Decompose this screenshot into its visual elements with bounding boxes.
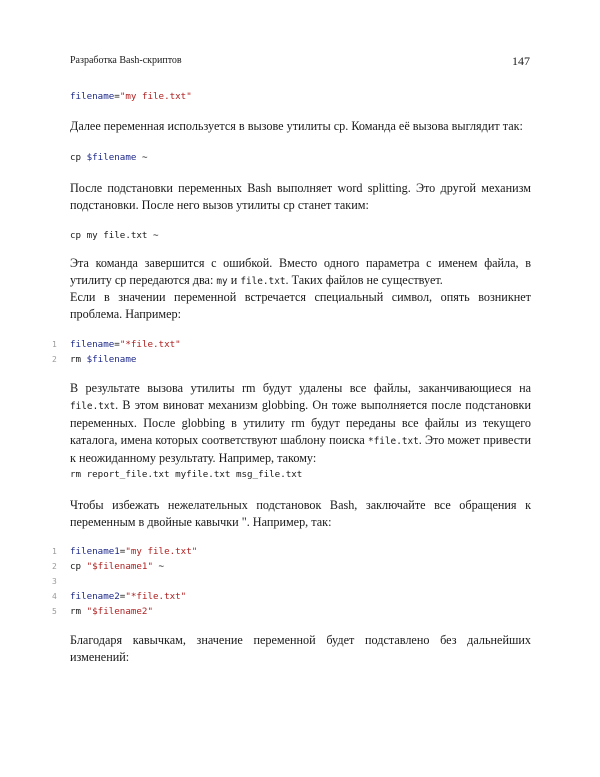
- code-block-filename: [70, 89, 192, 104]
- paragraph-quotes-result: Благодаря кавычкам, значение переменной будет подставлено без дальнейших изменений:: [70, 633, 531, 664]
- code-block-rm-result: rm report_file.txt myfile.txt msg_file.txt: [70, 469, 303, 480]
- line-number: 3: [52, 577, 57, 586]
- code-block-cp-expanded: cp my file.txt ~: [70, 230, 159, 241]
- code-operator: =: [114, 91, 120, 102]
- inline-code-star-file-txt: *file.txt: [367, 436, 419, 447]
- line-number: 2: [52, 562, 57, 571]
- line-number: 5: [52, 607, 57, 616]
- paragraph-special-char: Если в значении переменной встречается специальный символ, опять возникнет проблема. Например:: [70, 290, 531, 321]
- code-variable: filename: [70, 91, 115, 102]
- inline-code-my: my: [216, 276, 228, 287]
- running-header-title: Разработка Bash-скриптов: [70, 55, 182, 66]
- code-command: cp: [70, 152, 87, 163]
- paragraph-globbing: В результате вызова утилиты rm будут удалены все файлы, заканчивающиеся на file.txt. В этом виноват механизм globbing. Он тоже выполняется после подстановки переменных. После globbing в утилиту rm будут переданы все файлы из текущего каталога, имена которых соответствуют шаблону поиска *file.txt. Это может привести к неожиданному результату. Например, такому:: [70, 381, 531, 465]
- line-number: 1: [52, 547, 57, 556]
- code-variable: $filename: [86, 152, 137, 163]
- paragraph-word-splitting: После подстановки переменных Bash выполняет word splitting. Это другой механизм подстановки. После него вызов утилиты cp станет таким:: [70, 181, 531, 212]
- line-number: 1: [52, 340, 57, 349]
- paragraph-error: Эта команда завершится с ошибкой. Вместо одного параметра с именем файла, в утилиту cp передаются два: my и file.txt. Таких файлов не существует.: [70, 256, 531, 287]
- paragraph-cp-usage: Далее переменная используется в вызове утилиты cp. Команда её вызова выглядит так:: [70, 119, 523, 133]
- page-number: 147: [512, 54, 530, 68]
- code-string: "my file.txt": [119, 91, 192, 102]
- code-block-glob-example: 1 filename="*file.txt" 2 rm $filename: [52, 339, 181, 365]
- code-block-quoted: 1 filename1="my file.txt" 2 cp "$filename1" ~ 3 4 filename2="*file.txt" 5 rm "$filename2": [52, 546, 198, 617]
- inline-code-file-txt: file.txt: [70, 401, 116, 412]
- line-number: 4: [52, 592, 57, 601]
- inline-code-file-txt: file.txt: [240, 276, 286, 287]
- line-number: 2: [52, 355, 57, 364]
- paragraph-quotes: Чтобы избежать нежелательных подстановок Bash, заключайте все обращения к переменным в двойные кавычки ". Например, так:: [70, 498, 531, 529]
- code-rest: ~: [136, 152, 148, 163]
- code-block-cp: [70, 150, 147, 165]
